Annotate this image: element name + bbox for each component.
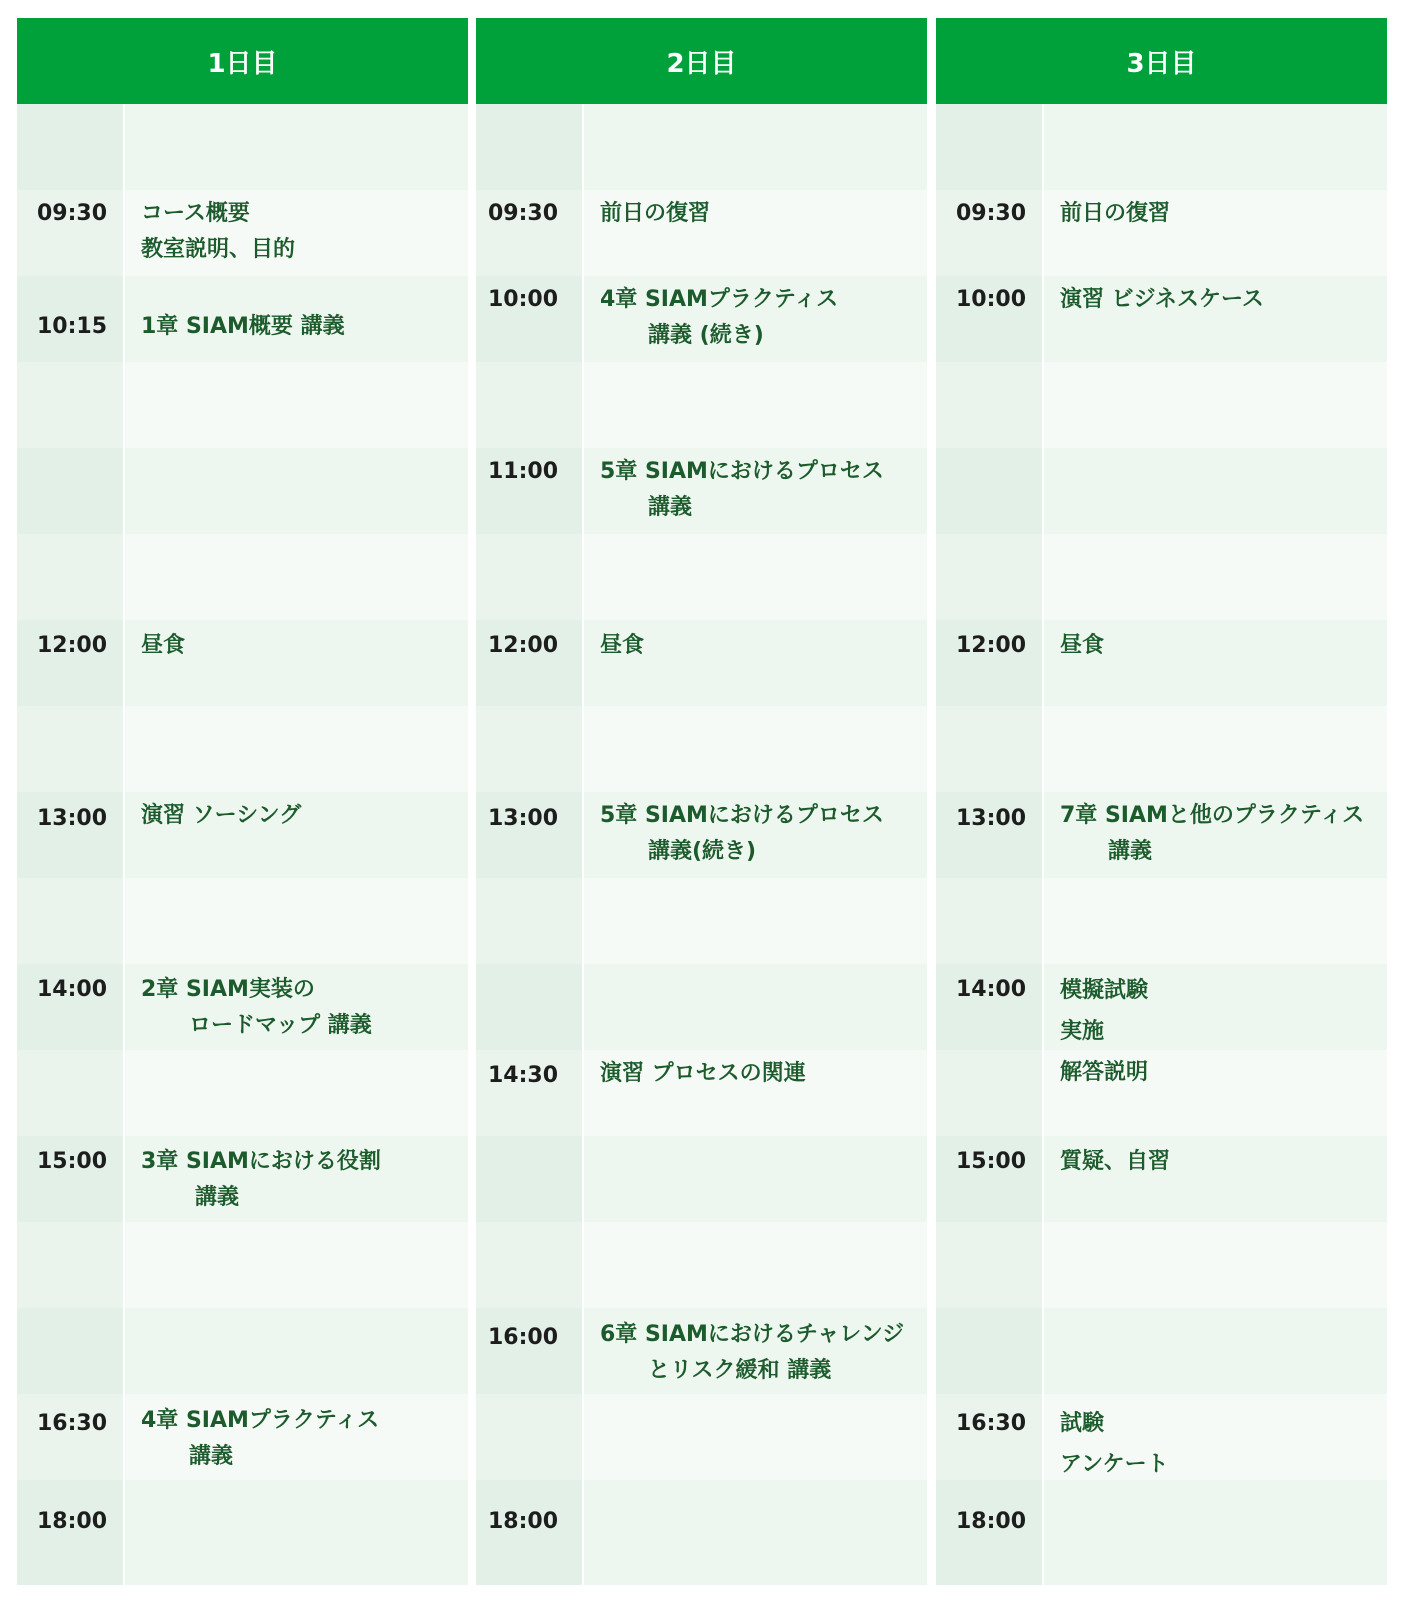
entry-line: 前日の復習: [1060, 201, 1171, 226]
time-label: 12:00: [956, 633, 1027, 658]
entry-line: 前日の復習: [600, 201, 711, 226]
entry-line: 1章 SIAM概要 講義: [141, 314, 345, 339]
time-label: 13:00: [488, 806, 559, 831]
schedule-entry: [1060, 970, 1385, 1093]
entry-line: 講義 (続き): [648, 323, 764, 348]
schedule-entry: [600, 1056, 925, 1092]
entry-line: 実施: [1060, 1019, 1105, 1044]
time-label: 16:30: [956, 1411, 1027, 1436]
schedule-entry: [600, 628, 925, 664]
entry-line: 演習 プロセスの関連: [600, 1061, 806, 1086]
entry-line: 解答説明: [1060, 1060, 1149, 1085]
schedule-entry: [1060, 282, 1385, 318]
schedule-entry: [141, 798, 466, 834]
time-label: 14:30: [488, 1063, 559, 1088]
entry-line: 講義(続き): [648, 839, 757, 864]
entry-line: 講義: [648, 495, 693, 520]
schedule-entry: [600, 454, 925, 526]
schedule-entry: [141, 309, 466, 345]
entry-line: 教室説明、目的: [141, 237, 296, 262]
day-column-1: [17, 18, 468, 1585]
entry-line: 6章 SIAMにおけるチャレンジ: [600, 1322, 905, 1347]
day-column-3: [936, 18, 1387, 1585]
entry-line: 7章 SIAMと他のプラクティス: [1060, 803, 1365, 828]
schedule-entry: [141, 628, 466, 664]
schedule-entry: [141, 1403, 466, 1475]
schedule-entry: [141, 196, 466, 268]
schedule-entry: [600, 282, 925, 354]
entry-line: ロードマップ 講義: [189, 1013, 372, 1038]
entry-line: 講義: [195, 1185, 240, 1210]
time-label: 09:30: [956, 201, 1027, 226]
time-label: 14:00: [37, 977, 108, 1002]
schedule-entry: [1060, 196, 1385, 232]
time-label: 14:00: [956, 977, 1027, 1002]
time-label: 18:00: [37, 1509, 108, 1534]
time-label: 16:30: [37, 1411, 108, 1436]
time-label: 10:15: [37, 314, 108, 339]
entry-line: 5章 SIAMにおけるプロセス: [600, 803, 884, 828]
day-header: 1日目: [17, 18, 468, 104]
entry-line: コース概要: [141, 201, 250, 226]
entry-line: 昼食: [1060, 633, 1105, 658]
entry-line: 講義: [1108, 839, 1153, 864]
schedule-entry: [1060, 1403, 1385, 1485]
entry-line: 5章 SIAMにおけるプロセス: [600, 459, 884, 484]
entry-line: 講義: [189, 1444, 234, 1469]
time-label: 13:00: [37, 806, 108, 831]
entry-line: 4章 SIAMプラクティス: [141, 1408, 380, 1433]
schedule-entry: [600, 196, 925, 232]
time-label: 12:00: [37, 633, 108, 658]
entry-line: 演習 ソーシング: [141, 803, 302, 828]
entry-line: 質疑、自習: [1060, 1149, 1171, 1174]
time-label: 18:00: [488, 1509, 559, 1534]
time-label: 10:00: [488, 287, 559, 312]
time-column: [936, 104, 1042, 1585]
entry-line: 昼食: [600, 633, 645, 658]
time-label: 13:00: [956, 806, 1027, 831]
schedule-entry: [600, 1317, 925, 1389]
entry-line: 昼食: [141, 633, 186, 658]
entry-line: 演習 ビジネスケース: [1060, 287, 1264, 312]
schedule-entry: [1060, 1144, 1385, 1180]
day-header: 2日目: [476, 18, 927, 104]
time-label: 18:00: [956, 1509, 1027, 1534]
time-label: 15:00: [956, 1149, 1027, 1174]
entry-line: 模擬試験: [1060, 978, 1149, 1003]
time-label: 11:00: [488, 459, 559, 484]
column-divider: [582, 104, 584, 1585]
entry-line: 3章 SIAMにおける役割: [141, 1149, 381, 1174]
time-label: 12:00: [488, 633, 559, 658]
time-label: 10:00: [956, 287, 1027, 312]
day-column-2: [476, 18, 927, 1585]
entry-line: とリスク緩和 講義: [648, 1358, 832, 1383]
schedule-entry: [1060, 628, 1385, 664]
time-label: 16:00: [488, 1325, 559, 1350]
time-label: 09:30: [488, 201, 559, 226]
entry-line: アンケート: [1060, 1452, 1169, 1477]
time-label: 09:30: [37, 201, 108, 226]
schedule-entry: [600, 798, 925, 870]
entry-line: 4章 SIAMプラクティス: [600, 287, 839, 312]
day-header: 3日目: [936, 18, 1387, 104]
schedule-entry: [141, 972, 466, 1044]
column-divider: [1042, 104, 1044, 1585]
entry-line: 試験: [1060, 1411, 1105, 1436]
schedule-entry: [1060, 798, 1385, 870]
column-divider: [123, 104, 125, 1585]
schedule-entry: [141, 1144, 466, 1216]
time-column: [476, 104, 582, 1585]
entry-line: 2章 SIAM実装の: [141, 977, 315, 1002]
time-label: 15:00: [37, 1149, 108, 1174]
